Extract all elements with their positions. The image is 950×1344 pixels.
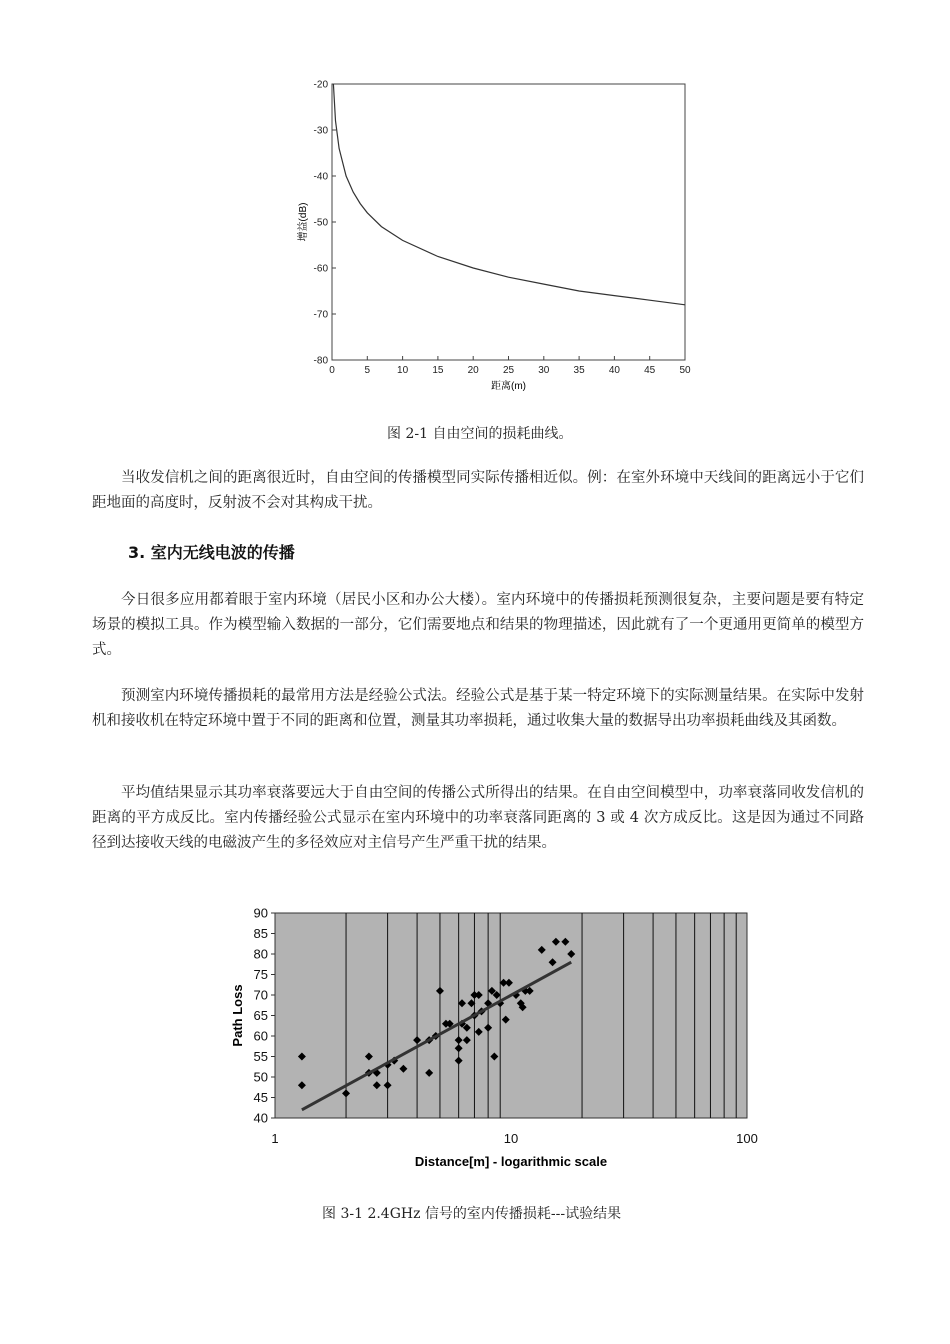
- y-tick-label: 60: [253, 1028, 268, 1044]
- figure-1-caption: 图 2-1 自由空间的损耗曲线。: [387, 426, 573, 442]
- x-tick-label: 25: [502, 365, 515, 376]
- x-tick-label: 1: [271, 1131, 279, 1146]
- x-tick-label: 0: [329, 365, 335, 376]
- y-tick-label: -80: [313, 355, 328, 367]
- x-tick-label: 10: [397, 365, 409, 376]
- x-axis-label: 距离(m): [491, 381, 526, 392]
- y-axis-label: Path Loss: [230, 984, 245, 1047]
- y-tick-label: 85: [253, 926, 268, 941]
- y-axis-label: 增益(dB): [298, 202, 309, 242]
- y-tick-label: -40: [313, 171, 328, 183]
- y-tick-label: 40: [253, 1110, 268, 1126]
- paragraph-average-results: 平均值结果显示其功率衰落要远大于自由空间的传播公式所得出的结果。在自由空间模型中，功率衰落同收发信机的距离的平方成反比。室内传播经验公式显示在室内环境中的功率衰落同距离的 3 或 4 次方成反比。这是因为通过不同路径到达接收天线的电磁波产生的多径效应对主信号产生严重干扰的结果。: [92, 785, 864, 851]
- paragraph-indoor-intro: 今日很多应用都着眼于室内环境（居民小区和办公大楼）。室内环境中的传播损耗预测很复杂，主要问题是要有特定场景的模拟工具。作为模型输入数据的一部分，它们需要地点和结果的物理描述，因此就有了一个更通用更简单的模型方式。: [92, 592, 864, 658]
- y-tick-label: 55: [253, 1049, 268, 1064]
- y-tick-label: 70: [253, 987, 268, 1003]
- free-space-loss-chart: [292, 72, 702, 402]
- x-tick-label: 30: [538, 365, 550, 376]
- figure-2-caption: 图 3-1 2.4GHz 信号的室内传播损耗---试验结果: [322, 1206, 622, 1222]
- paragraph-empirical-method: 预测室内环境传播损耗的最常用方法是经验公式法。经验公式是基于某一特定环境下的实际测量结果。在实际中发射机和接收机在特定环境中置于不同的距离和位置，测量其功率损耗，通过收集大量的数据导出功率损耗曲线及其函数。: [92, 688, 864, 729]
- y-tick-label: -60: [313, 263, 328, 275]
- y-tick-label: -70: [313, 309, 328, 321]
- section-heading: 3. 室内无线电波的传播: [128, 543, 295, 562]
- y-tick-label: -30: [313, 125, 328, 137]
- y-tick-label: 80: [253, 946, 268, 962]
- paragraph-near-distance: 当收发信机之间的距离很近时，自由空间的传播模型同实际传播相近似。例：在室外环境中天线间的距离远小于它们距地面的高度时，反射波不会对其构成干扰。: [92, 470, 864, 511]
- y-tick-label: 45: [253, 1090, 268, 1105]
- y-tick-label: -20: [313, 79, 328, 91]
- x-axis-label: Distance[m] - logarithmic scale: [414, 1154, 608, 1169]
- indoor-path-loss-chart: [225, 900, 770, 1180]
- x-tick-label: 50: [679, 365, 691, 376]
- y-tick-label: 75: [253, 967, 268, 982]
- y-tick-label: 65: [253, 1008, 268, 1023]
- x-tick-label: 15: [432, 365, 444, 376]
- x-tick-label: 10: [503, 1131, 519, 1146]
- x-tick-label: 100: [736, 1131, 758, 1146]
- x-tick-label: 35: [573, 365, 585, 376]
- y-tick-label: -50: [313, 217, 328, 229]
- y-tick-label: 50: [253, 1069, 268, 1085]
- x-tick-label: 40: [608, 365, 620, 376]
- plot-frame: [332, 84, 685, 360]
- x-tick-label: 5: [364, 365, 371, 376]
- x-tick-label: 45: [644, 365, 656, 376]
- y-tick-label: 90: [253, 905, 268, 921]
- loss-curve-line: [333, 84, 685, 305]
- x-tick-label: 20: [467, 365, 479, 376]
